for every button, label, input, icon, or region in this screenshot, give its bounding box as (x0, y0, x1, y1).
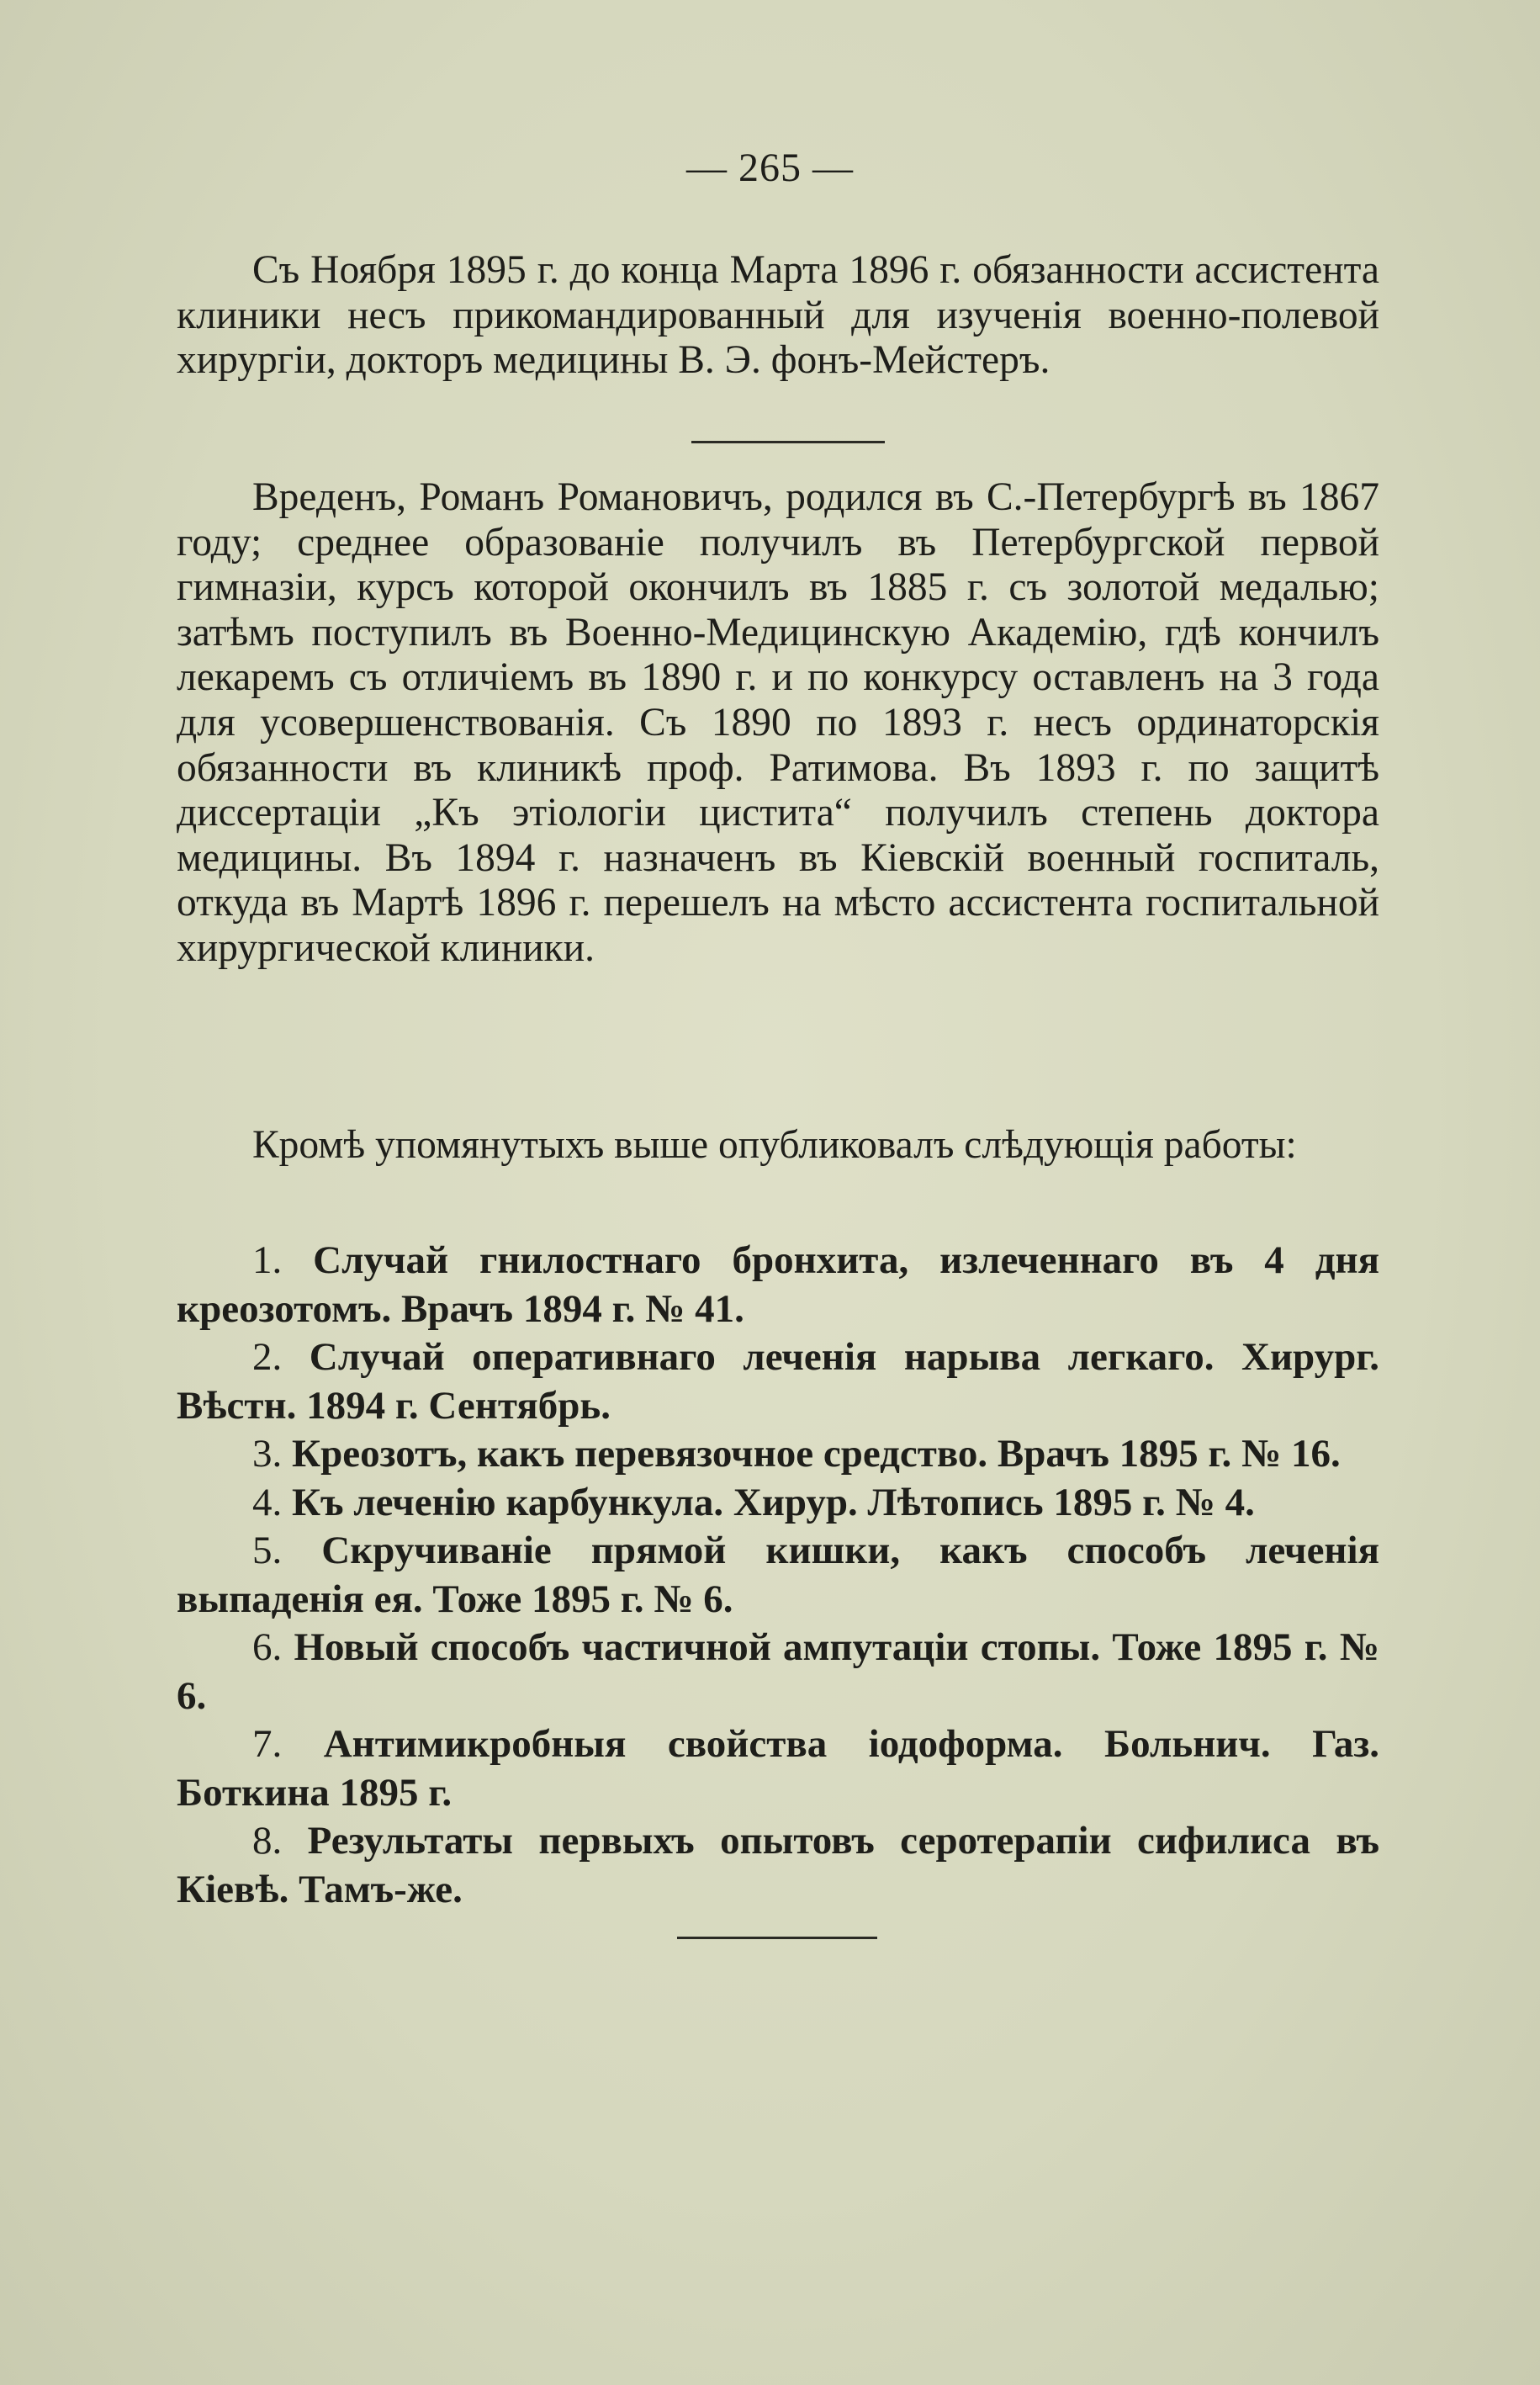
item-number: 7. (252, 1722, 283, 1766)
paragraph-meister (177, 248, 1379, 384)
works-list (177, 1237, 1379, 1914)
section-divider (691, 441, 885, 443)
paragraph-works-intro (177, 1123, 1379, 1169)
item-text: Результаты первыхъ опытовъ серотерапіи сифилиса въ Кіевѣ. Тамъ-же. (177, 1819, 1379, 1911)
item-number: 8. (252, 1819, 283, 1863)
paragraph-text: Вреденъ, Романъ Романовичъ, родился въ С.-Петербургѣ въ 1867 году; среднее образованіе получилъ въ Петербургской первой гимназіи, курсъ которой окончилъ въ 1885 г. съ золотой медалью; затѣмъ поступилъ въ Военно-Медицинскую Академію, гдѣ кончилъ лекаремъ съ отличіемъ въ 1890 г. и по конкурсу оставленъ на 3 года для усовершенствованія. Съ 1890 по 1893 г. несъ ординаторскія обязанности въ клиникѣ проф. Ратимова. Въ 1893 г. по защитѣ диссертаціи „Къ этіологіи цистита“ получилъ степень доктора медицины. Въ 1894 г. назначенъ въ Кіевскій военный госпиталь, откуда въ Мартѣ 1896 г. перешелъ на мѣсто ассистента госпитальной хирургической клиники. (177, 475, 1379, 970)
item-text: Случай оперативнаго леченія нарыва легкаго. Хирург. Вѣстн. 1894 г. Сентябрь. (177, 1335, 1380, 1428)
item-number: 3. (252, 1432, 283, 1476)
item-number: 6. (252, 1625, 283, 1669)
item-text: Случай гнилостнаго бронхита, излеченнаго въ 4 дня креозотомъ. Врачъ 1894 г. № 41. (177, 1238, 1379, 1331)
item-text: Скручиваніе прямой кишки, какъ способъ леченія выпаденія ея. Тоже 1895 г. № 6. (177, 1529, 1379, 1621)
list-item (177, 1527, 1379, 1624)
paragraph-vreden-biography (177, 475, 1379, 972)
item-number: 4. (252, 1480, 283, 1524)
item-text: Антимикробныя свойства іодоформа. Больнич. Газ. Боткина 1895 г. (177, 1722, 1379, 1815)
item-text: Къ леченію карбункула. Хирур. Лѣтопись 1895 г. № 4. (292, 1480, 1255, 1524)
paragraph-text: Кромѣ упомянутыхъ выше опубликовалъ слѣдующія работы: (252, 1123, 1297, 1167)
item-text: Креозотъ, какъ перевязочное средство. Врачъ 1895 г. № 16. (292, 1432, 1341, 1476)
item-number: 2. (252, 1335, 283, 1379)
paragraph-text: Съ Ноября 1895 г. до конца Марта 1896 г. обязанности ассистента клиники несъ прикомандированный для изученія военно-полевой хирургіи, докторъ медицины В. Э. фонъ-Мейстеръ. (177, 248, 1379, 383)
list-item (177, 1333, 1379, 1430)
list-item (177, 1817, 1379, 1914)
list-item (177, 1430, 1379, 1479)
list-item (177, 1479, 1379, 1528)
end-divider (677, 1937, 877, 1939)
item-number: 1. (252, 1238, 283, 1282)
list-item (177, 1720, 1379, 1817)
item-number: 5. (252, 1529, 283, 1572)
item-text: Новый способъ частичной ампутаціи стопы. Тоже 1895 г. № 6. (177, 1625, 1380, 1718)
list-item (177, 1624, 1379, 1720)
list-item (177, 1237, 1379, 1333)
page-number: — 265 — (686, 146, 854, 190)
